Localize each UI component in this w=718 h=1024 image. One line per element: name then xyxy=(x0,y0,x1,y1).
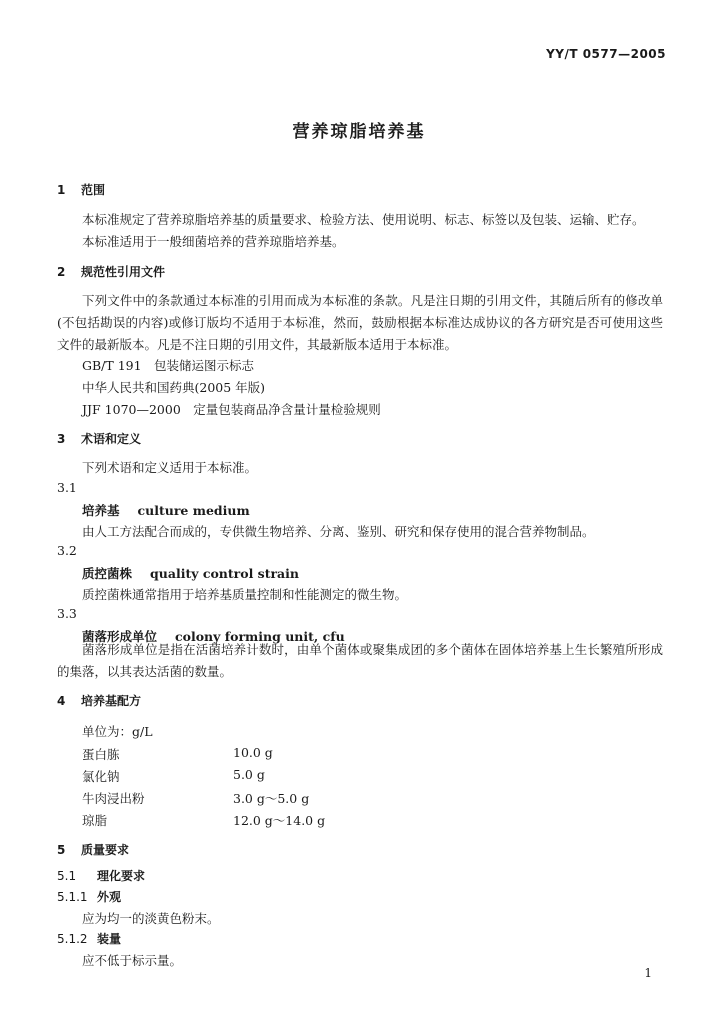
term-english: quality control strain xyxy=(150,566,299,581)
section-3-heading xyxy=(57,430,141,447)
ingredient-name: 蛋白胨 xyxy=(82,747,120,762)
scope-paragraph-1: 本标准规定了营养琼脂培养基的质量要求、检验方法、使用说明、标志、标签以及包装、运输、贮存。 xyxy=(82,212,645,227)
page-number: 1 xyxy=(644,966,652,980)
ingredient-name: 氯化钠 xyxy=(82,769,120,784)
formula-unit: 单位为：g/L xyxy=(82,724,153,739)
term-number: 3.1 xyxy=(57,480,77,495)
section-2-heading xyxy=(57,263,165,280)
subsection-title: 外观 xyxy=(97,890,122,904)
subsection-title: 理化要求 xyxy=(97,869,146,883)
section-number: 4 xyxy=(57,694,66,708)
fill-quantity-text: 应不低于标示量。 xyxy=(82,953,183,968)
term-number: 3.2 xyxy=(57,543,77,558)
term-3-2 xyxy=(82,564,299,582)
section-number: 1 xyxy=(57,183,66,197)
reference-item: GB/T 191 包装储运图示标志 xyxy=(82,358,255,373)
term-chinese: 培养基 xyxy=(82,503,120,518)
subsection-5-1-2-heading xyxy=(57,930,121,947)
section-title: 规范性引用文件 xyxy=(81,265,166,279)
term-chinese: 菌落形成单位 xyxy=(82,629,158,644)
reference-item: JJF 1070—2000 定量包装商品净含量计量检验规则 xyxy=(82,402,381,417)
section-4-heading xyxy=(57,692,141,709)
term-english: culture medium xyxy=(137,503,250,518)
term-definition: 质控菌株通常指用于培养基质量控制和性能测定的微生物。 xyxy=(82,587,408,602)
section-5-heading xyxy=(57,841,129,858)
document-title: 营养琼脂培养基 xyxy=(292,122,426,142)
standard-code: YY/T 0577—2005 xyxy=(546,47,666,61)
term-chinese: 质控菌株 xyxy=(82,566,133,581)
section-1-heading xyxy=(57,181,105,198)
subsection-5-1-1-heading xyxy=(57,888,121,905)
term-english: colony forming unit, cfu xyxy=(175,629,345,644)
subsection-number: 5.1.1 xyxy=(57,890,88,904)
term-definition: 菌落形成单位是指在活菌培养计数时，由单个菌体或聚集成团的多个菌体在固体培养基上生长繁殖所形成的集落，以其表达活菌的数量。 xyxy=(57,642,663,679)
subsection-5-1-heading xyxy=(57,867,145,884)
term-definition: 由人工方法配合而成的，专供微生物培养、分离、鉴别、研究和保存使用的混合营养物制品。 xyxy=(82,524,595,539)
ingredient-amount: 12.0 g～14.0 g xyxy=(233,813,326,828)
term-3-1 xyxy=(82,501,250,519)
ingredient-name: 琼脂 xyxy=(82,813,108,828)
term-number: 3.3 xyxy=(57,606,77,621)
reference-item: 中华人民共和国药典(2005 年版) xyxy=(82,380,266,395)
ingredient-amount: 3.0 g～5.0 g xyxy=(233,791,310,806)
ingredient-name: 牛肉浸出粉 xyxy=(82,791,145,806)
section-title: 术语和定义 xyxy=(81,432,142,446)
subsection-number: 5.1 xyxy=(57,869,77,883)
section-title: 培养基配方 xyxy=(81,694,142,708)
appearance-text: 应为均一的淡黄色粉末。 xyxy=(82,911,220,926)
normative-references-paragraph: 下列文件中的条款通过本标准的引用而成为本标准的条款。凡是注日期的引用文件，其随后所有的修改单(不包括勘误的内容)或修订版均不适用于本标准，然而，鼓励根据本标准达成协议的各方研究是否可使用这些文件的最新版本。凡是不注日期的引用文件，其最新版本适用于本标准。 xyxy=(57,293,663,352)
ingredient-amount: 5.0 g xyxy=(233,767,265,782)
section-number: 2 xyxy=(57,265,66,279)
terms-intro: 下列术语和定义适用于本标准。 xyxy=(82,460,258,475)
section-title: 质量要求 xyxy=(81,843,130,857)
subsection-title: 装量 xyxy=(97,932,122,946)
section-number: 5 xyxy=(57,843,66,857)
section-number: 3 xyxy=(57,432,66,446)
scope-paragraph-2: 本标准适用于一般细菌培养的营养琼脂培养基。 xyxy=(82,234,345,249)
section-title: 范围 xyxy=(81,183,106,197)
subsection-number: 5.1.2 xyxy=(57,932,88,946)
ingredient-amount: 10.0 g xyxy=(233,745,273,760)
